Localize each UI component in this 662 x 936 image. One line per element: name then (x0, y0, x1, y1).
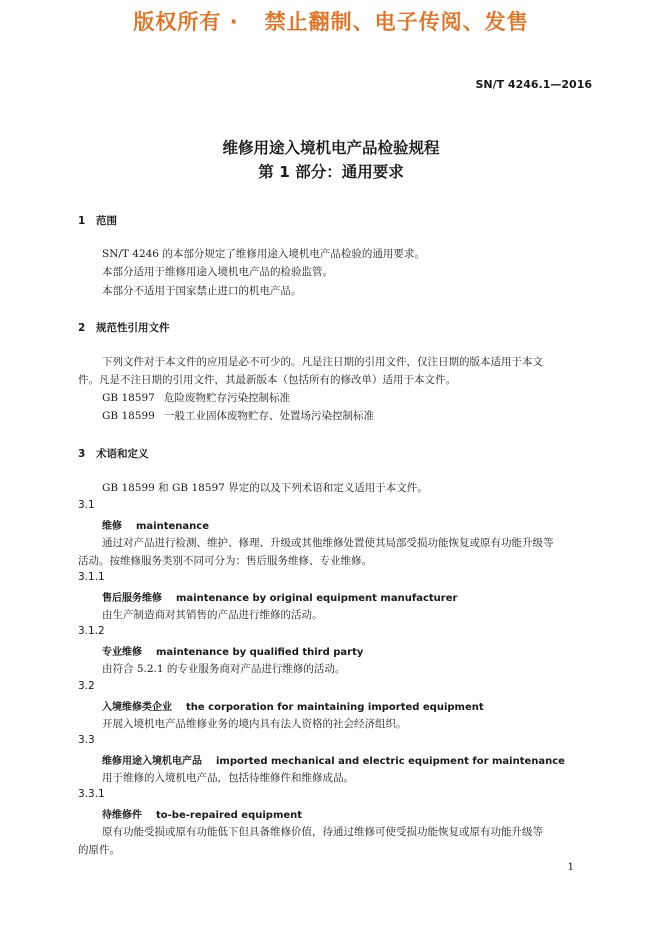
term-cn: 待维修件 (102, 810, 142, 821)
term-en: imported mechanical and electric equipment for maintenance (216, 756, 565, 767)
term-cn: 专业维修 (102, 647, 142, 658)
term-en: to-be-repaired equipment (156, 810, 303, 821)
section-number: 3 (78, 448, 86, 460)
page-number: 1 (567, 862, 574, 873)
reference-code: GB 18599 (102, 410, 155, 422)
term-definition: 由符合 5.2.1 的专业服务商对产品进行维修的活动。 (102, 663, 346, 675)
term-cn: 售后服务维修 (102, 593, 162, 604)
term-heading (102, 589, 457, 604)
term-definition: 用于维修的入境机电产品，包括待维修件和维修成品。 (102, 772, 354, 784)
document-subtitle: 第 1 部分：通用要求 (258, 163, 404, 181)
term-en: maintenance (136, 521, 209, 532)
section-1-heading (78, 213, 117, 228)
banner-part-2: 禁止翻制、电子传阅、发售 (264, 10, 529, 34)
section-number: 1 (78, 215, 86, 227)
standard-code: SN/T 4246.1—2016 (475, 78, 592, 91)
section-number: 2 (78, 322, 86, 334)
term-en: the corporation for maintaining imported equipment (186, 702, 484, 713)
term-heading (102, 517, 209, 532)
paragraph: 件。凡是不注日期的引用文件，其最新版本（包括所有的修改单）适用于本文件。 (78, 374, 456, 386)
term-definition: 通过对产品进行检测、维护、修理、升级或其他维修处置使其局部受损功能恢复或原有功能升级等 (102, 537, 554, 549)
reference-item (102, 408, 374, 424)
reference-title: 一般工业固体废物贮存、处置场污染控制标准 (164, 410, 374, 422)
copyright-banner (0, 6, 662, 36)
term-cn: 入境维修类企业 (102, 702, 172, 713)
paragraph: 本部分不适用于国家禁止进口的机电产品。 (102, 285, 302, 297)
section-title: 范围 (96, 215, 117, 227)
paragraph: 本部分适用于维修用途入境机电产品的检验监管。 (102, 266, 333, 278)
reference-title: 危险废物贮存污染控制标准 (164, 392, 290, 404)
paragraph: 下列文件对于本文件的应用是必不可少的。凡是注日期的引用文件，仅注日期的版本适用于本文 (102, 356, 543, 368)
term-en: maintenance by qualified third party (156, 647, 364, 658)
term-definition: 原有功能受损或原有功能低下但具备维修价值，待通过维修可使受损功能恢复或原有功能升级等 (102, 826, 543, 838)
section-title: 规范性引用文件 (96, 322, 170, 334)
term-en: maintenance by original equipment manufacturer (176, 593, 458, 604)
term-number: 3.3.1 (78, 788, 105, 800)
term-heading (102, 752, 565, 767)
paragraph: GB 18599 和 GB 18597 界定的以及下列术语和定义适用于本文件。 (102, 482, 428, 494)
term-number: 3.1.2 (78, 625, 105, 637)
term-cn: 维修 (102, 521, 122, 532)
reference-code: GB 18597 (102, 392, 155, 404)
reference-item (102, 390, 290, 406)
term-cn: 维修用途入境机电产品 (102, 756, 202, 767)
paragraph: SN/T 4246 的本部分规定了维修用途入境机电产品检验的通用要求。 (102, 248, 425, 260)
term-heading (102, 806, 302, 821)
term-definition: 开展入境机电产品维修业务的境内具有法人资格的社会经济组织。 (102, 718, 407, 730)
term-number: 3.3 (78, 734, 95, 746)
banner-part-1: 版权所有 · (133, 10, 239, 34)
section-title: 术语和定义 (96, 448, 149, 460)
term-heading (102, 698, 484, 713)
term-heading (102, 643, 363, 658)
term-number: 3.2 (78, 680, 95, 692)
term-definition: 由生产制造商对其销售的产品进行维修的活动。 (102, 609, 323, 621)
term-definition: 活动。按维修服务类别不同可分为：售后服务维修、专业维修。 (78, 555, 372, 567)
section-2-heading (78, 320, 170, 335)
term-number: 3.1 (78, 499, 95, 511)
term-definition: 的原件。 (78, 844, 120, 856)
document-title: 维修用途入境机电产品检验规程 (222, 139, 440, 157)
term-number: 3.1.1 (78, 571, 105, 583)
section-3-heading (78, 446, 149, 461)
